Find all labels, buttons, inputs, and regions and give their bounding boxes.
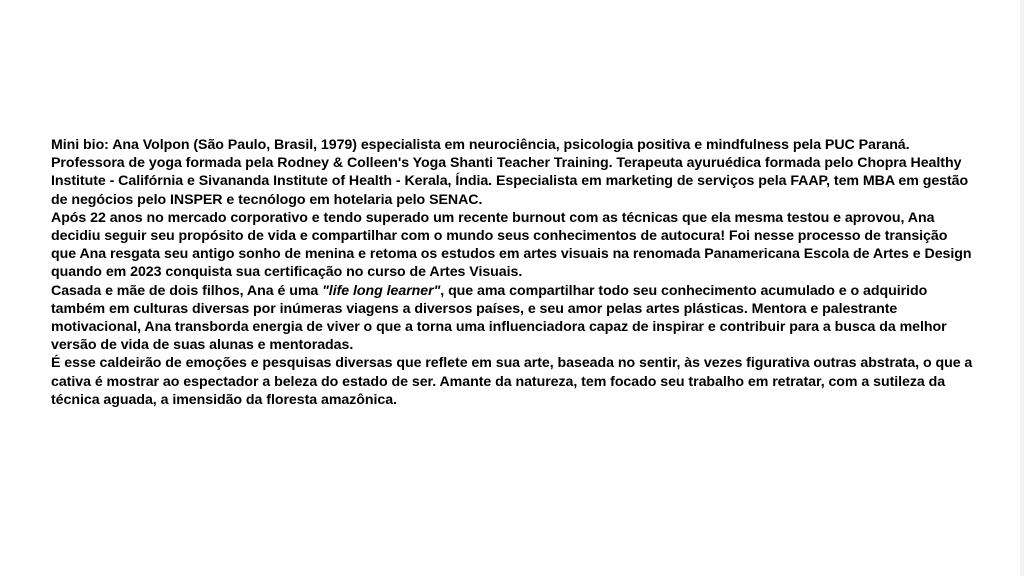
bio-paragraph-personal-start: Casada e mãe de dois filhos, Ana é uma (51, 282, 323, 299)
bio-paragraph-career: Após 22 anos no mercado corporativo e tendo superado um recente burnout com as técnicas que ela mesma testou e aprovou, Ana decidiu seguir seu propósito de vida e compartilhar com o mundo seus conhecimentos de autocura! Foi nesse processo de transição que Ana resgata seu antigo sonho de menina e retoma os estudos em artes visuais na renomada Panamericana Escola de Artes e Design quando em 2023 conquista sua certificação no curso de Artes Visuais. (51, 209, 972, 281)
bio-paragraph-intro: Mini bio: Ana Volpon (São Paulo, Brasil, 1979) especialista em neurociência, psicologia positiva e mindfulness pela PUC Paraná. Professora de yoga formada pela Rodney & Colleen's Yoga Shanti Teacher Training. Terapeuta ayuruédica formada pelo Chopra Healthy Institute - Califórnia e Sivananda Institute of Health - Kerala, Índia. Especialista em marketing de serviços pela FAAP, tem MBA em gestão de negócios pelo INSPER e tecnólogo em hotelaria pelo SENAC. (51, 137, 969, 208)
bio-text-block (51, 136, 976, 409)
bio-paragraph-personal (51, 282, 976, 355)
life-long-learner-quote: "life long learner" (322, 282, 441, 299)
bio-paragraph-art: É esse caldeirão de emoções e pesquisas diversas que reflete em sua arte, baseada no sentir, às vezes figurativa outras abstrata, o que a cativa é mostrar ao espectador a beleza do estado de ser. Amante da natureza, tem focado seu trabalho em retratar, com a sutileza da técnica aguada, a imensidão da floresta amazônica. (51, 355, 973, 408)
bio-paragraph-personal-end: , que ama compartilhar todo seu conhecimento acumulado e o adquirido também em culturas diversas por inúmeras viagens a diversos países, e seu amor pelas artes plásticas. Mentora e palestrante motivacional, Ana transborda energia de viver o que a torna uma influenciadora capaz de inspirar e contribuir para a busca da melhor versão de vida de suas alunas e mentoradas. (51, 282, 947, 354)
slide-edge (1020, 0, 1024, 576)
